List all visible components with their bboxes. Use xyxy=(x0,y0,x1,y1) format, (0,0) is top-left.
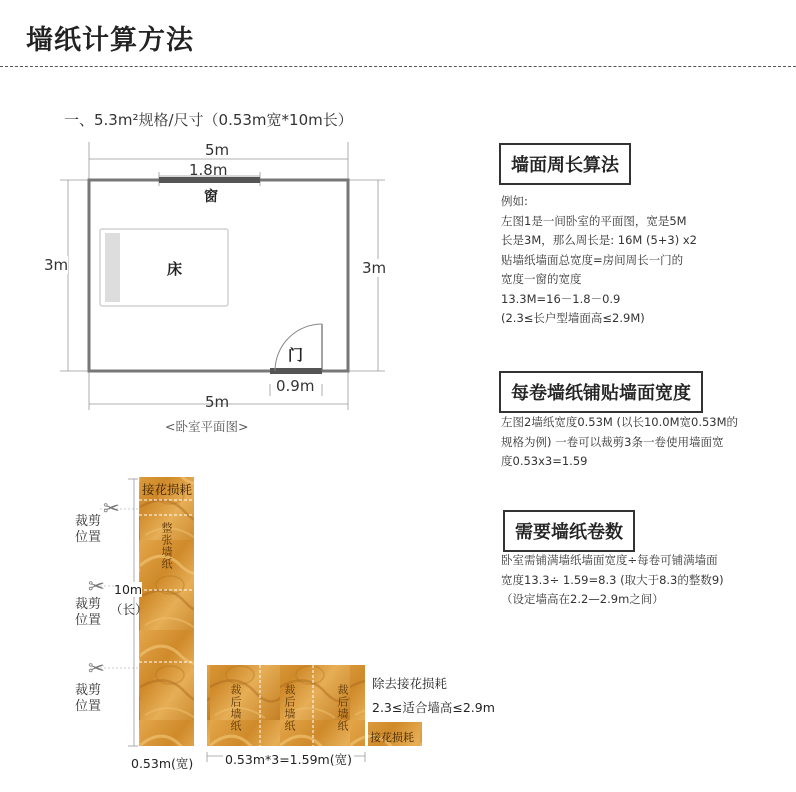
strip-label-3: 裁后墙纸 xyxy=(336,684,349,732)
per-roll-line: 度0.53x3=1.59 xyxy=(501,454,588,468)
width-label: 0.53m(宽) xyxy=(131,756,194,771)
perimeter-line: 左图1是一间卧室的平面图，宽是5M xyxy=(501,213,687,228)
perimeter-heading: 墙面周长算法 xyxy=(499,143,631,185)
bottom-waste-label: 接花损耗 xyxy=(370,731,414,744)
rolls-needed-heading: 需要墙纸卷数 xyxy=(503,510,635,552)
perimeter-line: 宽度一窗的宽度 xyxy=(501,272,582,286)
rolls-needed-line: 卧室需铺满墙纸墙面宽度÷每卷可铺满墙面 xyxy=(501,553,718,567)
scissors-icon: ✂ xyxy=(103,496,120,520)
door-width-label: 0.9m xyxy=(276,377,315,395)
left-height-label: 3m xyxy=(44,256,69,274)
total-width-label: 0.53m*3=1.59m(宽) xyxy=(225,752,352,767)
strip-label-1: 裁后墙纸 xyxy=(229,684,242,732)
perimeter-line: 13.3M=16－1.8－0.9 xyxy=(501,291,621,306)
length-value: 10m xyxy=(114,582,143,597)
scissors-icon: ✂ xyxy=(88,574,105,598)
per-roll-heading: 每卷墙纸铺贴墙面宽度 xyxy=(499,371,703,413)
perimeter-line: 长是3M，那么周长是: 16M (5+3) x2 xyxy=(501,233,697,247)
rolls-needed-line: （设定墙高在2.2—2.9m之间） xyxy=(501,592,664,606)
right-height-label: 3m xyxy=(362,259,387,277)
bottom-width-label: 5m xyxy=(205,393,230,411)
per-roll-line: 规格为例) 一卷可以裁剪3条一卷使用墙面宽 xyxy=(501,434,724,449)
page-title: 墙纸计算方法 xyxy=(26,25,194,56)
waste-note: 除去接花损耗 xyxy=(372,676,448,691)
strip-label-2: 裁后墙纸 xyxy=(283,684,296,732)
top-waste-label: 接花损耗 xyxy=(142,482,193,497)
height-note: 2.3≤适合墙高≤2.9m xyxy=(372,700,495,715)
rolls-needed-line: 宽度13.3÷ 1.59=8.3 (取大于8.3的整数9) xyxy=(501,572,724,587)
door-label: 门 xyxy=(288,346,304,364)
full-roll-label: 整张墙纸 xyxy=(160,522,173,570)
perimeter-line: 贴墙纸墙面总宽度=房间周长一门的 xyxy=(501,252,684,267)
top-width-label: 5m xyxy=(205,141,230,159)
window-width-label: 1.8m xyxy=(189,161,228,179)
perimeter-line: (2.3≤长户型墙面高≤2.9M) xyxy=(501,311,645,325)
scissors-icon: ✂ xyxy=(88,656,105,680)
cut-position-label-2: 裁剪位置 xyxy=(74,597,101,628)
per-roll-line: 左图2墙纸宽度0.53M (以长10.0M宽0.53M的 xyxy=(501,415,739,429)
perimeter-line: 例如: xyxy=(501,194,528,208)
window-label: 窗 xyxy=(204,189,218,205)
cut-position-label-1: 裁剪位置 xyxy=(74,514,101,545)
bed-label: 床 xyxy=(167,260,183,278)
length-unit: （长） xyxy=(110,602,148,617)
floorplan-caption: <卧室平面图> xyxy=(165,419,249,434)
section-heading: 一、5.3m²规格/尺寸（0.53m宽*10m长） xyxy=(64,111,353,129)
cut-position-label-3: 裁剪位置 xyxy=(74,683,101,714)
